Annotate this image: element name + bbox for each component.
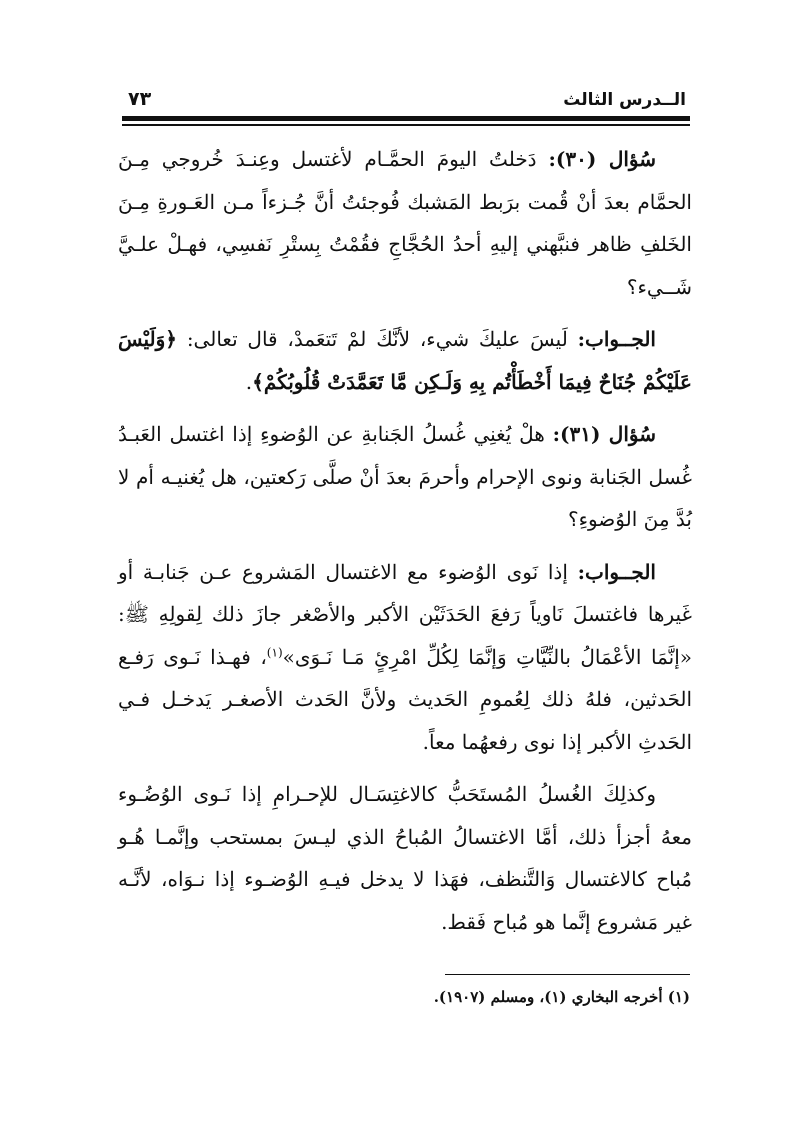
main-text bbox=[118, 138, 692, 953]
footnote-separator bbox=[445, 974, 690, 975]
answer-tail: ، فهـذا نَـوى رَفـع الحَدثين، فلهُ ذلك لِعُمومِ الحَديث ولأنَّ الحَدث الأصغـر يَدخـل فـي الحَدثِ الأكبر إذا نوى رفعهُما معاً. bbox=[118, 644, 692, 754]
question-text: هلْ يُغنِي غُسلُ الجَنابةِ عن الوُضوءِ إذا اغتسل العَبـدُ غُسل الجَنابة ونوى الإحرام وأحرمَ بعدَ أنْ صلَّى رَكعتين، هل يُغنيـه أم لا بُدَّ مِنَ الوُضوءِ؟ bbox=[118, 422, 692, 531]
note-paragraph bbox=[118, 773, 692, 943]
answer-30 bbox=[118, 318, 692, 403]
question-text: دَخلتُ اليومَ الحمَّـام لأغتسل وعِنـدَ خُروجي مِـنَ الحمَّام بعدَ أنْ قُمت برَبط المَشبك فُوجئتُ أنَّ جُـزءاً مـن العَـورةِ مِـنَ الخَلفِ ظاهر فنبَّهني إليهِ أحدُ الحُجَّاجِ فقُمْتُ بِستْرِ نَفسِي، فهـلْ علـيَّ شَــيء؟ bbox=[118, 147, 692, 299]
answer-tail: . bbox=[245, 369, 253, 394]
answer-label: الجــواب: bbox=[577, 559, 656, 584]
question-label: سُؤال (٣١): bbox=[552, 422, 656, 446]
footnote-reference: (١) bbox=[266, 644, 283, 659]
answer-text: لَيسَ عليكَ شيء، لأنَّكَ لمْ تَتعَمدْ، قال تعالى: bbox=[177, 327, 578, 351]
note-text: وكذلِكَ الغُسلُ المُستَحَبُّ كالاغتِسَـال للإحـرامِ إذا نَـوى الوُضُـوء معهُ أجزأ ذلك، أمَّا الاغتسالُ المُباحُ الذي ليـسَ بمستحب وإنَّمـا هُـو مُباح كالاغتسال وَالتَّنظف، فهَذا لا يدخل فيـهِ الوُضـوء إذا نـوَاه، لأنَّـه غير مَشروع إنَّما هو مُباح فَقط. bbox=[118, 782, 692, 934]
page-header bbox=[122, 84, 690, 114]
question-31 bbox=[118, 413, 692, 541]
question-label: سُؤال (٣٠): bbox=[548, 147, 656, 171]
header-rule-thick bbox=[122, 116, 690, 121]
header-rule-thin bbox=[122, 124, 690, 126]
answer-label: الجــواب: bbox=[577, 327, 656, 351]
answer-text: إذا نَوى الوُضوء مع الاغتسال المَشروع عـن جَنابـة أو غَيرها فاغتسلَ نَاوياً رَفعَ الحَدَثَيْن الأكبر والأصْغر جازَ ذلك لِقولِهِ ﷺ: «إنَّمَا الأعْمَالُ بالنِّيَّاتِ وَإنَّمَا لِكُلِّ امْرِئٍ مَـا نَـوَى» bbox=[118, 559, 692, 669]
page-number: ٧٣ bbox=[128, 88, 152, 110]
answer-31 bbox=[118, 551, 692, 764]
footnote: (١) أخرجه البخاري (١)، ومسلم (١٩٠٧). bbox=[433, 988, 690, 1006]
quran-verse: ﴿وَلَيْسَ عَلَيْكُمْ جُنَاحٌ فِيمَا أَخْطَأْتُم بِهِ وَلَـكِن مَّا تَعَمَّدَتْ قُلُوبُكُمْ﴾ bbox=[118, 327, 692, 394]
question-30 bbox=[118, 138, 692, 308]
chapter-title: الــدرس الثالث bbox=[563, 90, 686, 110]
